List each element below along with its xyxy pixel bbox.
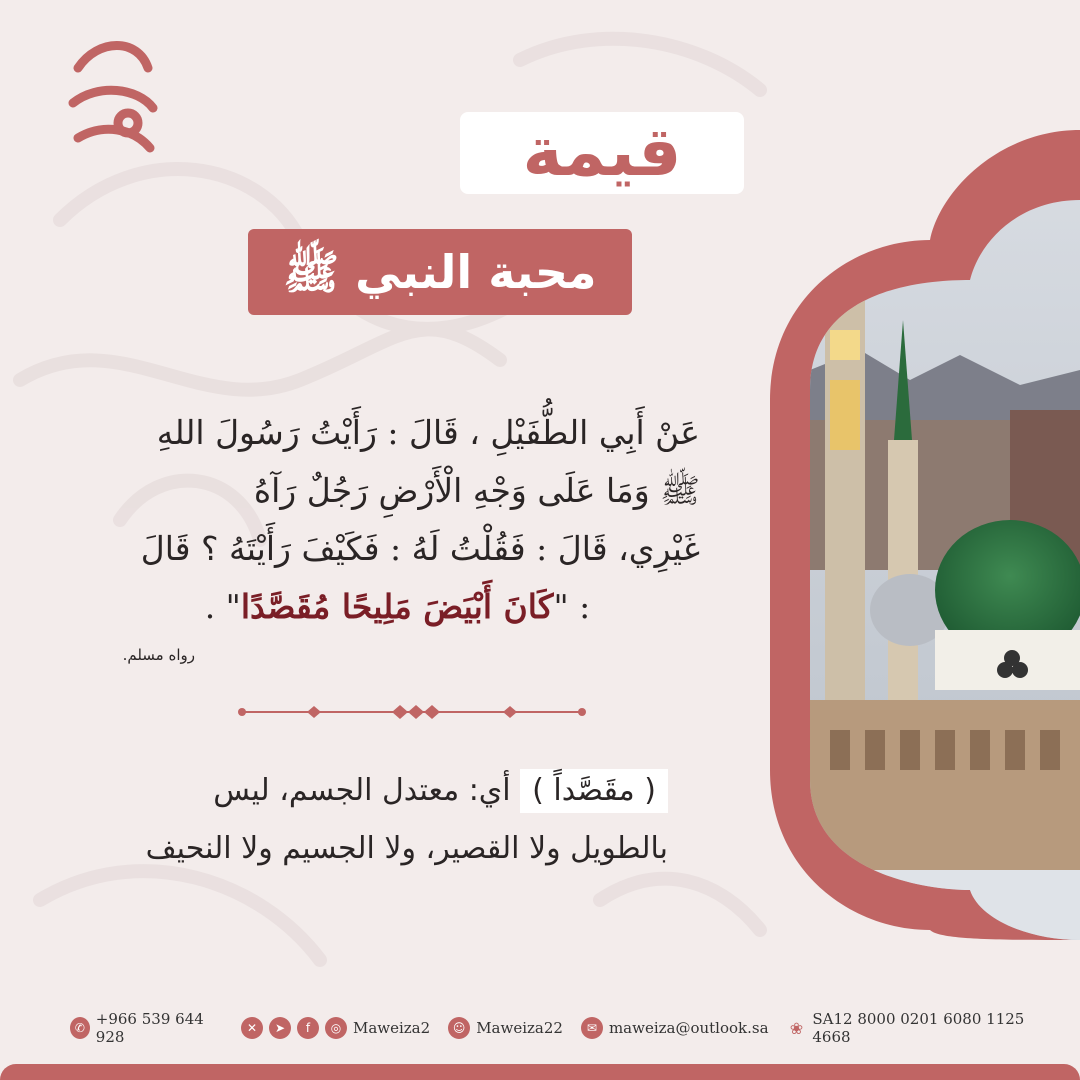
hadith-quote-open: : " — [553, 587, 591, 626]
telegram-icon[interactable]: ➤ — [269, 1017, 291, 1039]
social-handle: Maweiza2 — [352, 1019, 431, 1037]
footer-contacts — [70, 1010, 1060, 1046]
explanation-line-1 — [108, 762, 668, 820]
facebook-icon[interactable]: f — [297, 1017, 319, 1039]
whatsapp-icon: ✆ — [70, 1017, 90, 1039]
title-box — [460, 112, 744, 194]
page-subtitle: محبة النبي ﷺ — [283, 245, 597, 299]
page-title: قيمة — [522, 113, 682, 192]
snapchat-icon: ☺ — [448, 1017, 470, 1039]
explanation-line-2: بالطويل ولا القصير، ولا الجسيم ولا النحيف — [145, 831, 668, 866]
footer-bank — [787, 1010, 1042, 1046]
footer-email[interactable] — [581, 1017, 769, 1039]
footer-social[interactable] — [241, 1017, 430, 1039]
explained-word: ( مقَصَّداً ) — [520, 769, 668, 813]
hadith-line-2: ﷺ وَمَا عَلَى وَجْهِ الْأَرْضِ رَجُلٌ رَآهُ — [253, 471, 700, 510]
explanation-line-1-rest: أي: معتدل الجسم، ليس — [213, 773, 511, 808]
snap-handle: Maweiza22 — [476, 1019, 563, 1037]
email-address: maweiza@outlook.sa — [608, 1019, 769, 1037]
hadith-highlight: كَانَ أَبْيَضَ مَلِيحًا مُقَصَّدًا — [240, 587, 554, 626]
hadith-quote-close: " . — [204, 587, 241, 626]
footer-snapchat[interactable] — [448, 1017, 563, 1039]
bottom-band — [0, 1064, 1080, 1080]
phone-number: +966 539 644 928 — [95, 1010, 204, 1046]
hadith-text — [95, 404, 700, 636]
hadith-line-1: عَنْ أَبِي الطُّفَيْلِ ، قَالَ : رَأَيْتُ رَسُولَ اللهِ — [156, 413, 700, 452]
bank-icon: ❀ — [789, 1018, 804, 1038]
x-icon[interactable]: ✕ — [241, 1017, 263, 1039]
brand-logo — [58, 28, 168, 178]
mail-icon: ✉ — [581, 1017, 603, 1039]
hadith-source: رواه مسلم. — [122, 646, 195, 664]
iban-number: SA12 8000 0201 6080 1125 4668 — [812, 1010, 1025, 1046]
instagram-icon[interactable]: ◎ — [325, 1017, 347, 1039]
subtitle-box — [248, 229, 632, 315]
footer-whatsapp[interactable] — [70, 1010, 223, 1046]
hadith-line-4 — [95, 578, 700, 636]
mosque-photo — [770, 130, 1080, 940]
hadith-line-3: غَيْرِي، قَالَ : فَقُلْتُ لَهُ : فَكَيْفَ رَأَيْتَهُ ؟ قَالَ — [140, 529, 700, 568]
divider-ornament — [232, 700, 592, 724]
explanation-text — [108, 762, 668, 878]
